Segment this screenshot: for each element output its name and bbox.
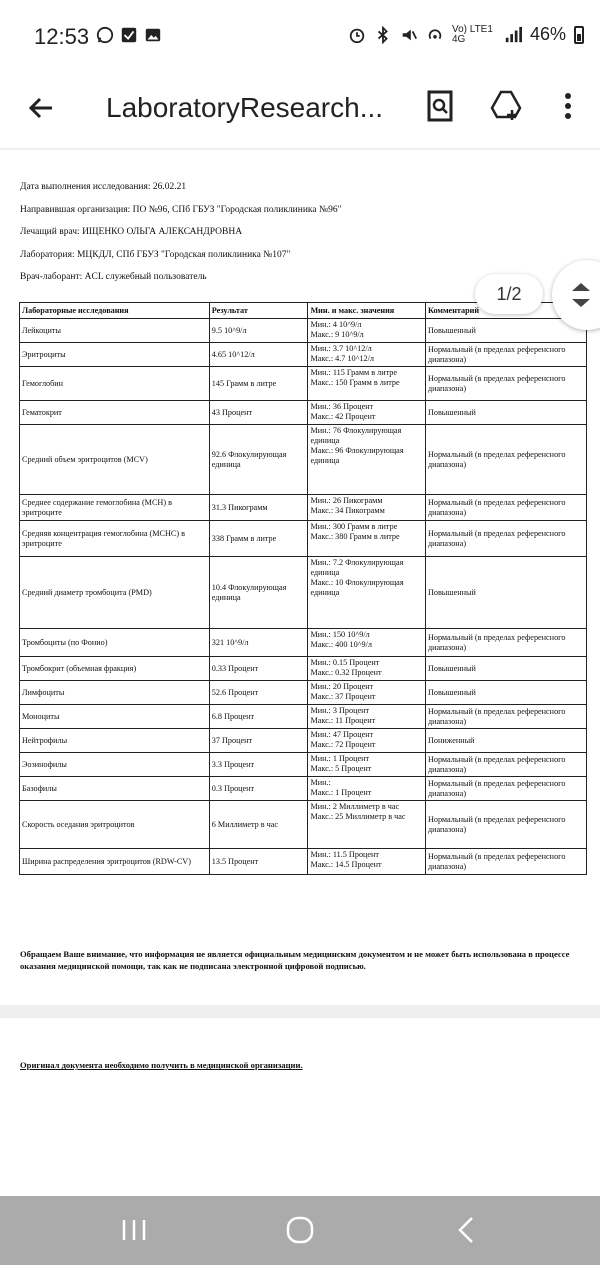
comment-cell: Повышенный [425,681,586,705]
comment-cell: Повышенный [425,657,586,681]
result-cell: 31.3 Пикограмм [209,495,308,521]
test-name-cell: Нейтрофилы [20,729,210,753]
col-header-test: Лабораторные исследования [20,303,210,319]
result-cell: 145 Грамм в литре [209,367,308,401]
comment-cell: Нормальный (в пределах референсного диапазона) [425,849,586,875]
lab-doctor: Врач-лаборант: ACL служебный пользователь [20,272,207,282]
result-cell: 37 Процент [209,729,308,753]
original-document-note: Оригинал документа необходимо получить в медицинской организации. [20,1060,303,1070]
test-name-cell: Средняя концентрация гемоглобина (MCHC) в эритроците [20,521,210,557]
col-header-result: Результат [209,303,308,319]
comment-cell: Повышенный [425,319,586,343]
test-name-cell: Средний объем эритроцитов (MCV) [20,425,210,495]
test-name-cell: Лейкоциты [20,319,210,343]
arrow-left-icon[interactable] [24,90,60,126]
result-cell: 6.8 Процент [209,705,308,729]
table-row [20,777,587,801]
table-row [20,557,587,629]
test-name-cell: Базофилы [20,777,210,801]
table-row [20,521,587,557]
range-cell: Мин.: 47 Процент Макс.: 72 Процент [308,729,425,753]
range-cell: Мин.: 0.15 Процент Макс.: 0.32 Процент [308,657,425,681]
bluetooth-icon [374,26,392,44]
result-cell: 3.3 Процент [209,753,308,777]
test-name-cell: Среднее содержание гемоглобина (MCH) в эритроците [20,495,210,521]
comment-cell: Нормальный (в пределах референсного диапазона) [425,367,586,401]
result-cell: 6 Миллиметр в час [209,801,308,849]
exam-date: Дата выполнения исследования: 26.02.21 [20,182,187,192]
range-cell: Мин.: 3.7 10^12/л Макс.: 4.7 10^12/л [308,343,425,367]
table-row [20,495,587,521]
table-row [20,425,587,495]
table-row [20,849,587,875]
range-cell: Мин.: 11.5 Процент Макс.: 14.5 Процент [308,849,425,875]
whatsapp-icon [96,26,114,44]
result-cell: 0.3 Процент [209,777,308,801]
comment-cell: Повышенный [425,557,586,629]
range-cell: Мин.: 1 Процент Макс.: 5 Процент [308,753,425,777]
range-cell: Мин.: 2 Миллиметр в час Макс.: 25 Миллиметр в час [308,801,425,849]
table-row [20,801,587,849]
table-row [20,367,587,401]
pdf-page-2 [0,1018,600,1196]
range-cell: Мин.: 26 Пикограмм Макс.: 34 Пикограмм [308,495,425,521]
comment-cell: Нормальный (в пределах референсного диапазона) [425,801,586,849]
battery-icon [574,26,584,44]
comment-cell: Нормальный (в пределах референсного диапазона) [425,425,586,495]
app-bar [0,76,600,146]
test-name-cell: Моноциты [20,705,210,729]
status-bar [0,0,600,76]
navigation-bar [0,1196,600,1265]
range-cell: Мин.: 76 Флокулирующая единица Макс.: 96 Флокулирующая единица [308,425,425,495]
back-nav-icon[interactable] [450,1214,486,1246]
result-cell: 10.4 Флокулирующая единица [209,557,308,629]
recent-apps-icon[interactable] [116,1214,152,1246]
range-cell: Мин.: 150 10^9/л Макс.: 400 10^9/л [308,629,425,657]
range-cell: Мин.: 7.2 Флокулирующая единица Макс.: 10 Флокулирующая единица [308,557,425,629]
result-cell: 43 Процент [209,401,308,425]
search-doc-icon[interactable] [424,88,456,124]
hotspot-icon [426,26,444,44]
lab-results-table [19,302,587,875]
table-row [20,319,587,343]
table-row [20,729,587,753]
result-cell: 4.65 10^12/л [209,343,308,367]
test-name-cell: Лимфоциты [20,681,210,705]
comment-cell: Пониженный [425,729,586,753]
network-label: Vo) LTE1 4G [451,23,493,45]
home-icon[interactable] [282,1214,318,1246]
status-time: 12:53 [34,24,90,49]
table-row [20,753,587,777]
table-row [20,705,587,729]
table-row [20,343,587,367]
range-cell: Мин.: 20 Процент Макс.: 37 Процент [308,681,425,705]
mute-icon [400,26,418,44]
document-title: LaboratoryResearch... [106,92,384,123]
result-cell: 13.5 Процент [209,849,308,875]
test-name-cell: Эритроциты [20,343,210,367]
add-to-drive-icon[interactable] [490,88,522,124]
comment-cell: Нормальный (в пределах референсного диапазона) [425,343,586,367]
test-name-cell: Гемоглобин [20,367,210,401]
page-indicator: 1/2 [475,274,543,314]
result-cell: 338 Грамм в литре [209,521,308,557]
test-name-cell: Ширина распределения эритроцитов (RDW-CV) [20,849,210,875]
alarm-icon [348,26,366,44]
comment-cell: Нормальный (в пределах референсного диапазона) [425,753,586,777]
comment-cell: Повышенный [425,401,586,425]
table-row [20,681,587,705]
image-icon [144,26,162,44]
disclaimer-notice: Обращаем Ваше внимание, что информация не является официальным медицинским документом и не может быть использована в процессе оказания медицинской помощи, так как не подписана электронной цифровой подписью. [20,949,570,971]
checkbox-icon [120,26,138,44]
attending-doctor: Лечащий врач: ИЩЕНКО ОЛЬГА АЛЕКСАНДРОВНА [20,227,243,237]
result-cell: 52.6 Процент [209,681,308,705]
more-vert-icon[interactable] [554,88,582,124]
range-cell: Мин.: 115 Грамм в литре Макс.: 150 Грамм в литре [308,367,425,401]
table-row [20,629,587,657]
test-name-cell: Тромбокрит (объемная фракция) [20,657,210,681]
comment-cell: Нормальный (в пределах референсного диапазона) [425,521,586,557]
col-header-comment: Комментарий [425,303,586,319]
range-cell: Мин.: 4 10^9/л Макс.: 9 10^9/л [308,319,425,343]
test-name-cell: Гематокрит [20,401,210,425]
range-cell: Мин.: 36 Процент Макс.: 42 Процент [308,401,425,425]
scroll-updown-icon [566,275,596,315]
system-icons [348,24,584,45]
test-name-cell: Средний диаметр тромбоцита (PMD) [20,557,210,629]
test-name-cell: Эозинофилы [20,753,210,777]
referring-org: Направившая организация: ПО №96, СПб ГБУЗ "Городская поликлиника №96" [20,205,342,215]
range-cell: Мин.: 3 Процент Макс.: 11 Процент [308,705,425,729]
range-cell: Мин.: Макс.: 1 Процент [308,777,425,801]
table-row [20,657,587,681]
range-cell: Мин.: 300 Грамм в литре Макс.: 380 Грамм в литре [308,521,425,557]
comment-cell: Нормальный (в пределах референсного диапазона) [425,777,586,801]
pdf-viewer[interactable] [0,148,600,1196]
result-cell: 9.5 10^9/л [209,319,308,343]
table-row [20,401,587,425]
comment-cell: Нормальный (в пределах референсного диапазона) [425,705,586,729]
battery-percent: 46% [529,24,566,44]
comment-cell: Нормальный (в пределах референсного диапазона) [425,495,586,521]
result-cell: 321 10^9/л [209,629,308,657]
laboratory: Лаборатория: МЦКДЛ, СПб ГБУЗ "Городская поликлиника №107" [20,250,291,260]
test-name-cell: Скорость оседания эритроцитов [20,801,210,849]
comment-cell: Нормальный (в пределах референсного диапазона) [425,629,586,657]
signal-icon [504,26,522,44]
notification-icons [96,26,162,44]
result-cell: 92.6 Флокулирующая единица [209,425,308,495]
col-header-range: Мин. и макс. значения [308,303,425,319]
test-name-cell: Тромбоциты (по Фонио) [20,629,210,657]
result-cell: 0.33 Процент [209,657,308,681]
